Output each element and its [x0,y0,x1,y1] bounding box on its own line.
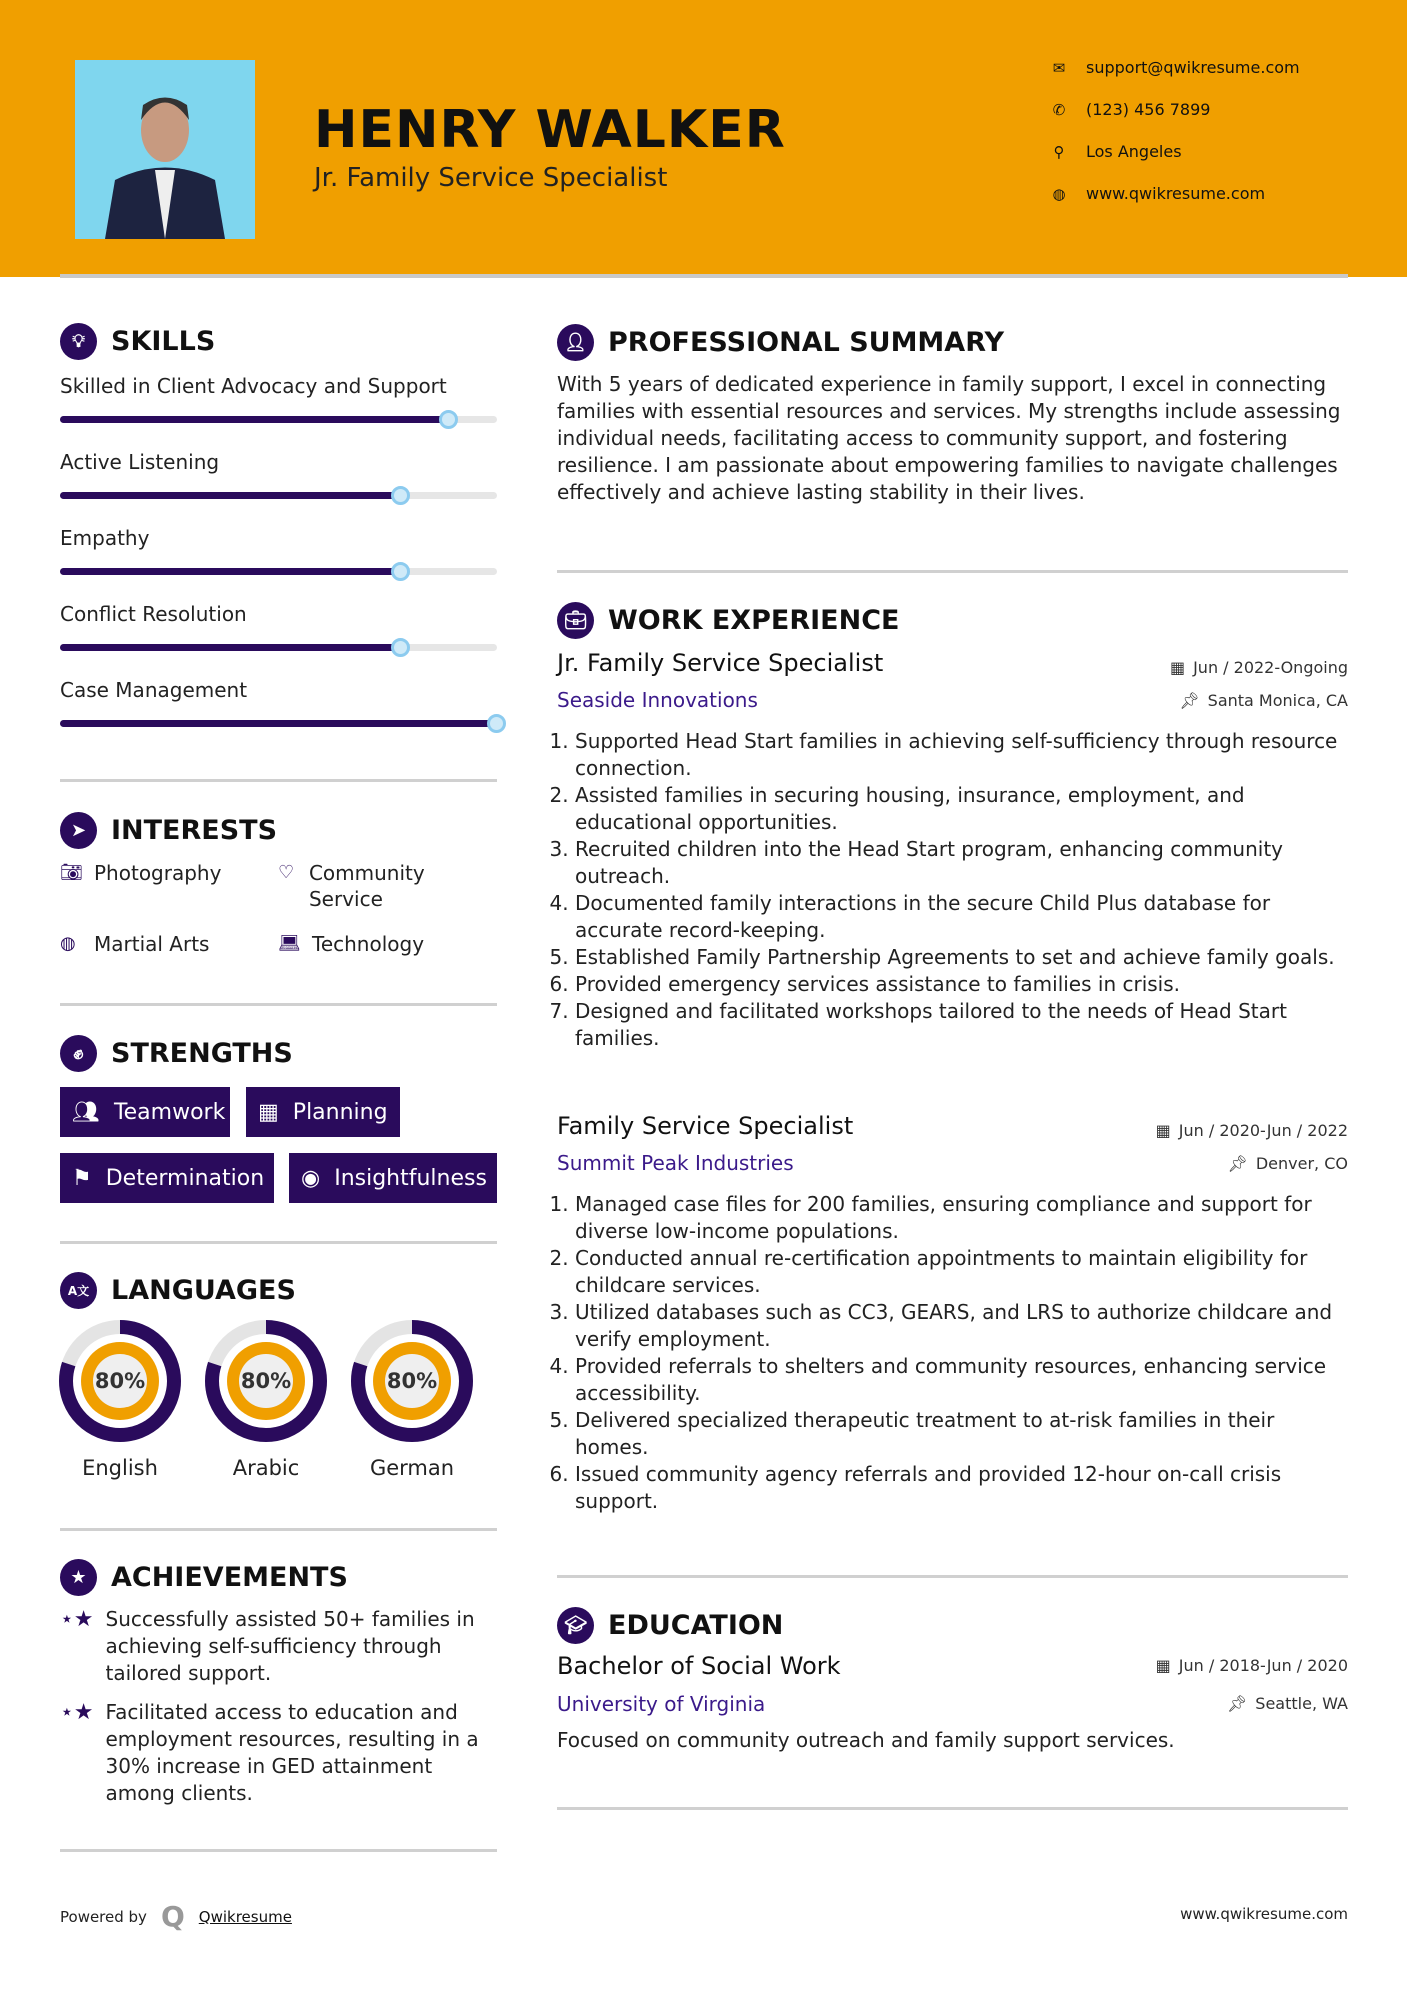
divider [60,779,497,782]
education-description: Focused on community outreach and family support services. [557,1728,1175,1752]
skill-label: Empathy [60,526,150,550]
job-bullet: 1. Supported Head Start families in achieving self-sufficiency through resource connection. [575,728,1348,782]
job-bullet: 1. Managed case files for 200 families, ensuring compliance and support for diverse low-income populations. [575,1191,1348,1245]
phone-icon: ✆ [1052,100,1066,119]
header-divider [60,274,1348,278]
contact-text: (123) 456 7899 [1086,100,1211,119]
interest-label: Community Service [308,861,425,911]
heading-text: SKILLS [111,326,216,357]
chip-label: Teamwork [113,1099,226,1125]
job-bullet: 2. Conducted annual re-certification appointments to maintain eligibility for childcare services. [575,1245,1348,1299]
education-location [1227,1694,1348,1713]
skill-bar [60,568,497,575]
divider [557,570,1348,573]
skill-bar-fill [60,568,401,575]
star-icon: ⋆★ [60,1700,94,1725]
divider [60,1528,497,1531]
degree: Bachelor of Social Work [557,1652,841,1680]
skill-label: Conflict Resolution [60,602,247,626]
powered-by-text: Powered by [60,1907,147,1926]
job-dates [1156,1121,1348,1140]
chip-label: Insightfulness [334,1165,487,1191]
contact-text: support@qwikresume.com [1086,58,1300,77]
dates-text: Jun / 2018-Jun / 2020 [1178,1656,1348,1675]
job-dates [1170,658,1348,677]
candidate-name: HENRY WALKER [314,100,786,160]
dates-text: Jun / 2020-Jun / 2022 [1178,1121,1348,1140]
paper-plane-icon: ➤ [60,812,97,849]
heading-text: INTERESTS [111,815,278,846]
company-name: Summit Peak Industries [557,1151,794,1175]
summary-heading [557,324,1004,361]
header [0,0,1407,277]
lightbulb-icon: 💡︎ [60,323,97,360]
work-heading [557,602,899,639]
camera-icon: 📷︎ [60,862,83,883]
skill-bar-knob [439,410,458,429]
language-name: Arabic [232,1456,300,1480]
skill-label: Case Management [60,678,248,702]
skill-bar-knob [391,486,410,505]
skill-bar [60,416,497,423]
strength-chip [60,1087,230,1137]
language-donut [351,1320,473,1442]
skill-bar-fill [60,720,497,727]
divider [557,1575,1348,1578]
qwikresume-logo-icon: Q [160,1900,185,1933]
contact-website[interactable] [1050,184,1265,203]
skill-bar-fill [60,416,449,423]
calendar-icon: ▦ [1155,1121,1171,1140]
school-name: University of Virginia [557,1692,766,1716]
footer-website[interactable]: www.qwikresume.com [1180,1905,1348,1923]
education-heading [557,1607,783,1644]
contact-phone [1050,100,1210,119]
qwikresume-link[interactable]: Qwikresume [198,1907,292,1926]
summary-text: With 5 years of dedicated experience in family support, I excel in connecting families with essential resources and services. My strengths include assessing individual needs, facilitating access to community support, and fostering resilience. I am passionate about empowering families to navigate challenges effectively and achieve lasting stability in their lives. [557,372,1341,504]
language-donut [59,1320,181,1442]
job-bullet: 6. Provided emergency services assistance to families in crisis. [575,971,1348,998]
location-text: Santa Monica, CA [1207,691,1348,710]
divider [60,1849,497,1852]
language-name: English [82,1456,158,1480]
pin-icon: 📌︎ [1179,691,1200,710]
skill-label: Active Listening [60,450,220,474]
strength-chip [246,1087,400,1137]
star-icon: ⋆★ [60,1607,94,1632]
profile-photo [75,60,255,239]
heading-text: ACHIEVEMENTS [111,1562,348,1593]
interest-label: Photography [94,861,222,885]
hand-heart-icon: ♡ [278,862,295,883]
skill-bar-fill [60,644,401,651]
language-donut [205,1320,327,1442]
job-location [1228,1154,1348,1173]
calendar-icon: ▦ [258,1099,279,1125]
strength-chip [289,1153,497,1203]
interest-item [278,931,424,957]
location-text: Denver, CO [1255,1154,1348,1173]
divider [557,1807,1348,1810]
interest-item [60,931,209,957]
achievement-item [60,1606,500,1687]
skill-label: Skilled in Client Advocacy and Support [60,374,447,398]
strength-chip [60,1153,274,1203]
globe-icon: ◍ [60,933,76,954]
job-bullets [557,1191,1348,1515]
contact-text: www.qwikresume.com [1086,184,1266,203]
skills-heading [60,323,215,360]
interest-item [60,860,221,886]
map-marker-icon: ⚲ [1053,142,1065,161]
chip-label: Determination [105,1165,265,1191]
heading-text: WORK EXPERIENCE [608,605,900,636]
skill-bar [60,492,497,499]
interest-label: Martial Arts [94,932,210,956]
job-bullet: 2. Assisted families in securing housing, insurance, employment, and educational opportunities. [575,782,1348,836]
calendar-icon: ▦ [1169,658,1186,677]
skill-bar-knob [391,562,410,581]
star-badge-icon: ★ [60,1559,97,1596]
dates-text: Jun / 2022-Ongoing [1193,658,1348,677]
contact-email[interactable] [1050,58,1300,77]
interest-label: Technology [312,932,425,956]
users-icon: 👥︎ [72,1099,100,1125]
briefcase-icon: 💼︎ [557,602,594,639]
chip-label: Planning [292,1099,388,1125]
job-title: Jr. Family Service Specialist [557,649,884,677]
languages-heading [60,1272,296,1309]
envelope-icon: ✉ [1052,58,1066,77]
education-dates [1156,1656,1348,1675]
language-percent: 80% [386,1369,438,1393]
calendar-icon: ▦ [1155,1656,1171,1675]
interest-item [278,860,478,912]
fist-icon: ✊︎ [60,1035,97,1072]
job-bullet: 3. Recruited children into the Head Start program, enhancing community outreach. [575,836,1348,890]
contact-location [1050,142,1182,161]
skill-bar [60,720,497,727]
language-percent: 80% [94,1369,146,1393]
company-name: Seaside Innovations [557,688,758,712]
eye-icon: ◉ [301,1165,321,1191]
heading-text: STRENGTHS [111,1038,293,1069]
job-location [1179,691,1348,710]
strengths-heading [60,1035,293,1072]
job-bullet: 4. Documented family interactions in the secure Child Plus database for accurate record-keeping. [575,890,1348,944]
laptop-icon: 💻︎ [278,933,301,954]
divider [60,1003,497,1006]
job-bullet: 4. Provided referrals to shelters and community resources, enhancing service accessibility. [575,1353,1348,1407]
job-bullet: 5. Delivered specialized therapeutic treatment to at-risk families in their homes. [575,1407,1348,1461]
pin-icon: 📌︎ [1226,1694,1248,1713]
achievements-heading [60,1559,348,1596]
achievement-text: Successfully assisted 50+ families in achieving self-sufficiency through tailored support. [105,1607,475,1685]
achievement-text: Facilitated access to education and employment resources, resulting in a 30% increase in GED attainment among clients. [105,1700,479,1805]
job-bullet: 7. Designed and facilitated workshops tailored to the needs of Head Start families. [575,998,1348,1052]
pin-icon: 📌︎ [1227,1154,1248,1173]
skill-bar-knob [487,714,506,733]
skill-bar-knob [391,638,410,657]
language-icon: A文 [60,1272,97,1309]
flag-icon: ⚑ [72,1165,92,1191]
heading-text: LANGUAGES [111,1275,296,1306]
job-bullet: 5. Established Family Partnership Agreements to set and achieve family goals. [575,944,1348,971]
contact-text: Los Angeles [1086,142,1182,161]
interests-heading [60,812,277,849]
divider [60,1241,497,1244]
skill-bar [60,644,497,651]
heading-text: PROFESSIONAL SUMMARY [608,327,1005,358]
heading-text: EDUCATION [608,1610,784,1641]
globe-icon: ◍ [1052,184,1066,203]
language-percent: 80% [240,1369,292,1393]
user-icon: 👤︎ [557,324,594,361]
footer-powered-by [60,1900,292,1933]
skill-bar-fill [60,492,401,499]
candidate-title: Jr. Family Service Specialist [314,163,668,193]
job-bullet: 3. Utilized databases such as CC3, GEARS, and LRS to authorize childcare and verify employment. [575,1299,1348,1353]
graduate-icon: 🎓︎ [557,1607,594,1644]
location-text: Seattle, WA [1255,1694,1348,1713]
achievement-item [60,1699,500,1807]
job-bullets [557,728,1348,1052]
job-title: Family Service Specialist [557,1112,854,1140]
job-bullet: 6. Issued community agency referrals and provided 12-hour on-call crisis support. [575,1461,1348,1515]
language-name: German [369,1456,455,1480]
